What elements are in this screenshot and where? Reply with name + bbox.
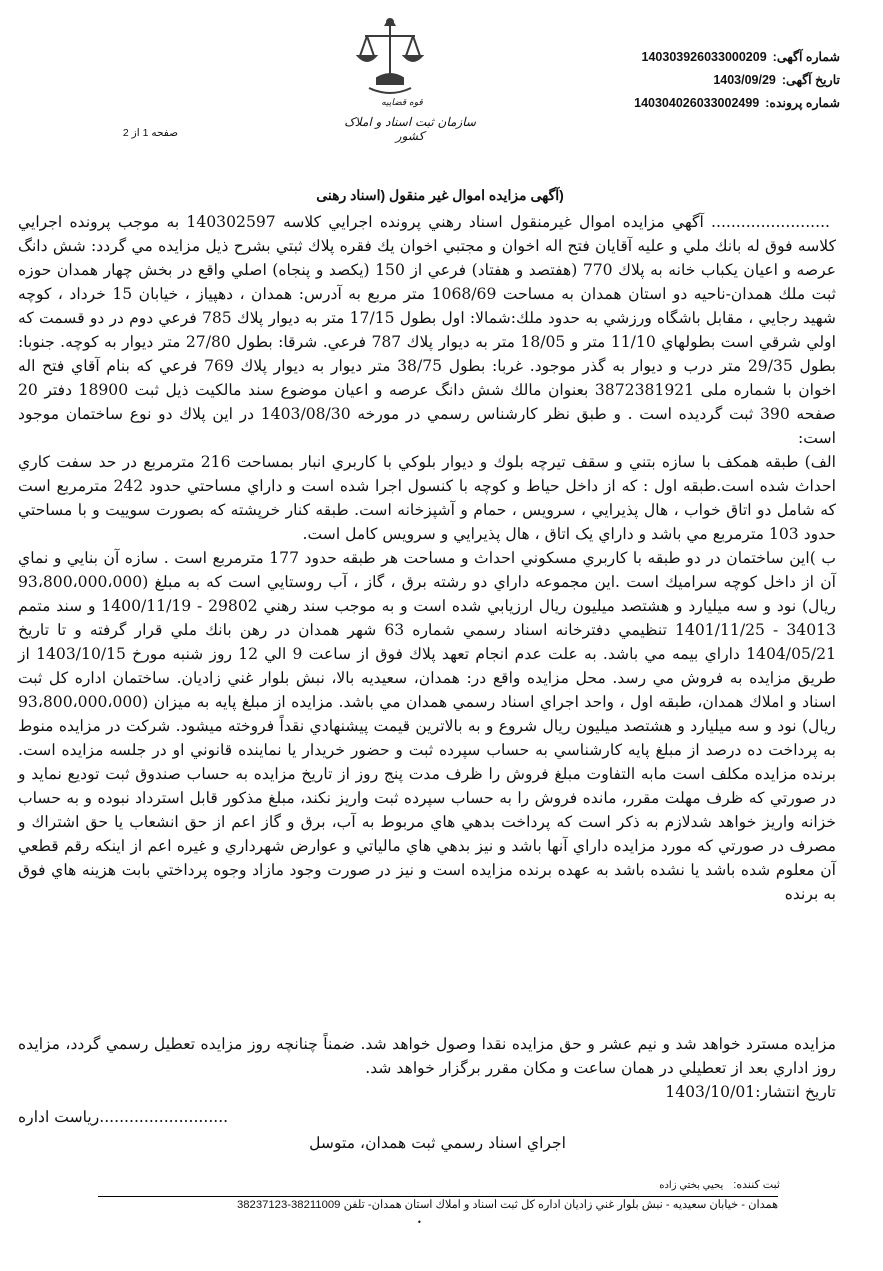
signature-title: ..........................رياست اداره: [18, 1108, 229, 1126]
footer-mark: •: [417, 1218, 422, 1227]
notice-date-row: [540, 69, 840, 92]
registrar: [600, 1178, 780, 1191]
case-number-row: [540, 92, 840, 115]
publish-date: 1403/10/01: [665, 1083, 756, 1101]
body-paragraph-intro: ........................ آگهي مزايده اموال غيرمنقول اسناد رهني پرونده اجرايي كلاسه 140302597 به موجب پرونده اجرايي كلاسه فوق له بانك ملي و عليه آقايان فتح اله اخوان و مجتبي اخوان يك فقره پلاك ثبتي بشرح ذيل مزايده مي گردد: شش دانگ عرصه و اعيان يكباب خانه به پلاك 770 (هفتصد و هفتاد) فرعي از 150 (يكصد و پنجاه) اصلي واقع در بخش چهار همدان حوزه ثبت ملك همدان-ناحيه دو استان همدان به مساحت 1068/69 متر مربع به آدرس: همدان ، دهپياز ، خيابان 15 خرداد ، كوچه شهيد رجايي ، مقابل باشگاه ورزشي به حدود ملك:شمالا: اول بطول 17/15 متر به ديوار پلاك 785 فرعي دوم در دو قسمت كه اولي شرقي است بطولهاي 11/10 متر و 18/05 متر به ديوار پلاك 787 فرعي. شرقا: بطول 27/80 متر ديوار به كوچه. جنوبا: بطول 29/35 متر درب و ديوار به گذر موجود. غربا: بطول 38/75 متر ديوار به ديوار پلاك 769 فرعي كه بنام آقاي فتح اله اخوان با شماره ملی 3872381921 بعنوان مالك شش دانگ عرصه و اعيان موضوع سند مالكيت ذيل ثبت 18900 دفتر 20 صفحه 390 ثبت گرديده است . و طبق نظر كارشناس رسمي در مورخه 1403/08/30 در اين پلاك دو نوع ساختمان موجود است:: [18, 213, 837, 447]
publish-date-label: تاريخ انتشار:: [755, 1083, 836, 1101]
signature-office-text: اجراي اسناد رسمي ثبت همدان، متوسل: [309, 1134, 566, 1152]
closing-paragraph: مزايده مسترد خواهد شد و نيم عشر و حق مزايده نقدا وصول خواهد شد. ضمناً چنانچه روز مزايده تعطيل رسمي گردد، مزايده روز اداري بعد از تعطيلي در همان ساعت و مكان مقرر برگزار خواهد شد.: [18, 1035, 836, 1077]
judiciary-emblem: [355, 14, 425, 100]
footer-address: همدان - خيابان سعيديه - نبش بلوار غني زاديان اداره كل ثبت اسناد و املاك استان همدان- تلفن 38211009-38237123: [236, 1199, 778, 1211]
notice-date: 1403/09/29: [713, 73, 776, 87]
notice-metadata: [540, 46, 840, 115]
document-title: (آگهی مزایده اموال غیر منقول (اسناد رهنی: [316, 187, 564, 203]
body-paragraph-alef: الف) طبقه همكف با سازه بتني و سقف تيرچه بلوك و ديوار بلوكي با كاربري انبار بمساحت 216 مترمربع در حد سفت كاري احداث شده است.طبقه اول : كه از داخل حياط و كوچه با كنسول اجرا شده است و داراي مساحتي حدود 242 مترمربع است كه شامل دو اتاق خواب ، هال پذيرايي ، سرويس ، حمام و آشپزخانه است. طبقه كنار خرپشته كه بصورت سوييت و با مساحتي حدود 103 مترمربع مي باشد و داراي يک اتاق ، هال پذيرايي و سرويس كامل است.: [18, 453, 836, 543]
case-number-label: شماره پرونده:: [765, 96, 840, 110]
footer-divider: [98, 1196, 778, 1197]
registrar-name: يحيي بختي زاده: [659, 1180, 724, 1191]
notice-body: [18, 210, 836, 906]
notice-date-label: تاریخ آگهی:: [781, 73, 840, 87]
notice-number-label: شماره آگهی:: [772, 50, 840, 64]
body-paragraph-be: ب )اين ساختمان در دو طبقه با كاربري مسكوني احداث و مساحت هر طبقه حدود 177 مترمربع است . سازه آن بنايي و نماي آن از داخل كوچه سراميك است .اين مجموعه داراي دو رشته برق ، گاز ، آب روستايي است كه به مبلغ (93،800،000،000 ريال) نود و سه ميليارد و هشتصد ميليون ريال ارزيابي شده است و به موجب سند رهني 29802 - 1400/11/19 و سند متمم 34013 - 1401/11/25 تنظيمي دفترخانه اسناد رسمي شماره 63 شهر همدان در رهن بانك ملي قرار گرفته و تا تاريخ 1404/05/21 داراي بيمه مي باشد. به علت عدم انجام تعهد پلاك فوق از ساعت 9 الي 12 روز شنبه مورخ 1403/10/15 از طريق مزايده به فروش مي رسد. محل مزايده واقع در: همدان، سعيديه بالا، نبش بلوار غني زاديان. ساختمان اداره كل ثبت اسناد و املاك همدان، طبقه اول ، واحد اجراي اسناد رسمي همدان مي باشد. مزايده از مبلغ پايه به ميزان (93،800،000،000 ريال) نود و سه ميليارد و هشتصد ميليون ريال شروع و به بالاترين قيمت پيشنهادي نقداً فروخته ميشود. شركت در مزايده منوط به پرداخت ده درصد از مبلغ پايه كارشناسي به حساب سپرده ثبت و حضور خريدار يا نماينده قانوني او در جلسه مزايده است. برنده مزايده مكلف است مابه التفاوت مبلغ فروش را ظرف مدت پنج روز از تاريخ مزايده به حساب صندوق ثبت توديع نمايد و در صورتي كه ظرف مهلت مقرر، مانده فروش را به حساب سپرده ثبت واريز نكند، مبلغ مذكور قابل استرداد نبوده و به حساب خزانه واريز خواهد شدلازم به ذكر است كه پرداخت بدهي هاي مربوط به آب، برق و گاز اعم از حق انشعاب يا حق اشتراك و مصرف در صورتي كه مورد مزايده داراي آنها باشد و نيز بدهي هاي مالياتي و عوارض شهرداري و غيره اعم از اينكه رقم قطعي آن معلوم شده باشد يا نشده باشد به عهده برنده مزايده است و نيز در صورت وجود مازاد وجوه پرداختي بابت هزينه هاي فوق به برنده: [18, 549, 837, 903]
emblem-caption: قوه قضاییه: [381, 98, 423, 108]
page-counter: صفحه 1 از 2: [122, 127, 178, 139]
publish-date-row: [18, 1080, 836, 1104]
registrar-label: ثبت كننده:: [733, 1179, 780, 1191]
notice-number: 140303926033000209: [641, 50, 767, 64]
organization-name: سازمان ثبت اسناد و املاک کشور: [344, 115, 476, 143]
notice-closing: [18, 1032, 836, 1104]
notice-number-row: [540, 46, 840, 69]
scales-of-justice-icon: [355, 14, 425, 100]
signature-office: [18, 1134, 836, 1152]
case-number: 140304026033002499: [634, 96, 760, 110]
